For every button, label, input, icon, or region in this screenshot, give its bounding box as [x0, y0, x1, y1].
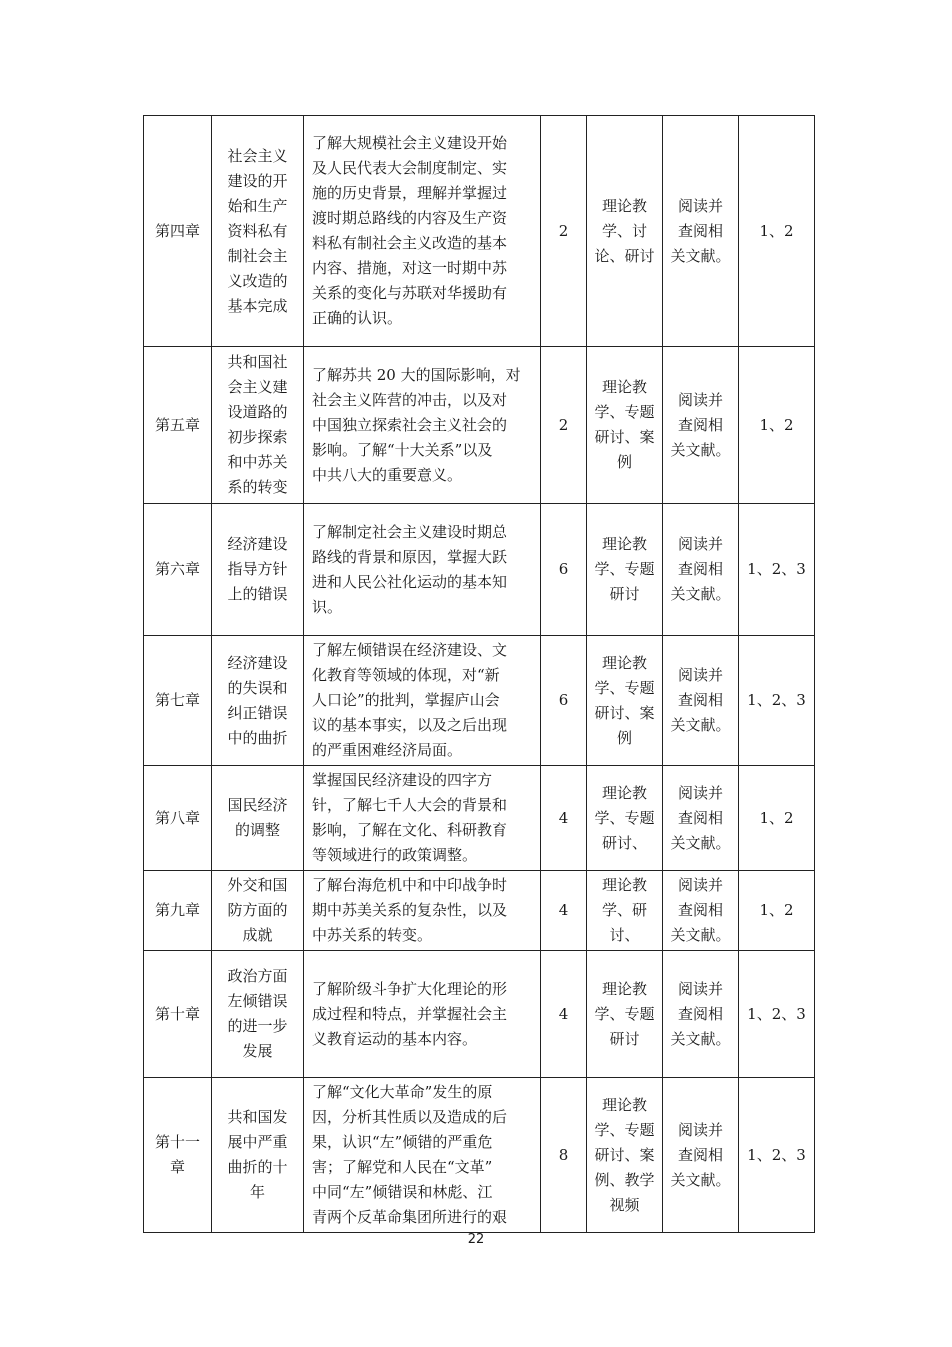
topic-cell: 国民经济 的调整: [212, 766, 304, 871]
references-cell: 1、2、3: [739, 636, 815, 766]
assignment-cell: 阅读并 查阅相 关文献。: [663, 504, 739, 636]
table-row: [144, 951, 815, 1078]
content-cell: 了解苏共 20 大的国际影响，对 社会主义阵营的冲击，以及对 中国独立探索社会主义社会的 影响。了解“十大关系”以及 中共八大的重要意义。: [304, 347, 541, 504]
content-cell: 了解制定社会主义建设时期总 路线的背景和原因，掌握大跃 进和人民公社化运动的基本知 识。: [304, 504, 541, 636]
method-cell: 理论教 学、专题 研讨、案 例、教学 视频: [587, 1078, 663, 1233]
references-cell: 1、2: [739, 347, 815, 504]
topic-cell: 外交和国 防方面的 成就: [212, 871, 304, 951]
table-row: [144, 504, 815, 636]
hours-cell: 4: [541, 951, 587, 1078]
hours-cell: 6: [541, 504, 587, 636]
topic-cell: 经济建设 指导方针 上的错误: [212, 504, 304, 636]
chapter-cell: 第四章: [144, 116, 212, 347]
references-cell: 1、2: [739, 871, 815, 951]
topic-cell: 共和国发 展中严重 曲折的十 年: [212, 1078, 304, 1233]
method-cell: 理论教 学、专题 研讨、: [587, 766, 663, 871]
hours-cell: 2: [541, 116, 587, 347]
assignment-cell: 阅读并 查阅相 关文献。: [663, 636, 739, 766]
hours-cell: 6: [541, 636, 587, 766]
assignment-cell: 阅读并 查阅相 关文献。: [663, 347, 739, 504]
references-cell: 1、2、3: [739, 504, 815, 636]
method-cell: 理论教 学、专题 研讨: [587, 951, 663, 1078]
chapter-cell: 第五章: [144, 347, 212, 504]
references-cell: 1、2: [739, 766, 815, 871]
table-row: [144, 347, 815, 504]
topic-cell: 政治方面 左倾错误 的进一步 发展: [212, 951, 304, 1078]
table-row: [144, 1078, 815, 1233]
topic-cell: 经济建设 的失误和 纠正错误 中的曲折: [212, 636, 304, 766]
method-cell: 理论教 学、研 讨、: [587, 871, 663, 951]
page-number: 22: [467, 1232, 485, 1247]
hours-cell: 8: [541, 1078, 587, 1233]
references-cell: 1、2、3: [739, 1078, 815, 1233]
content-cell: 了解阶级斗争扩大化理论的形 成过程和特点，并掌握社会主 义教育运动的基本内容。: [304, 951, 541, 1078]
table-row: [144, 636, 815, 766]
assignment-cell: 阅读并 查阅相 关文献。: [663, 1078, 739, 1233]
chapter-cell: 第十章: [144, 951, 212, 1078]
assignment-cell: 阅读并 查阅相 关文献。: [663, 116, 739, 347]
chapter-cell: 第九章: [144, 871, 212, 951]
references-cell: 1、2、3: [739, 951, 815, 1078]
method-cell: 理论教 学、专题 研讨、案 例: [587, 636, 663, 766]
method-cell: 理论教 学、专题 研讨: [587, 504, 663, 636]
hours-cell: 4: [541, 871, 587, 951]
content-cell: 了解左倾错误在经济建设、文 化教育等领域的体现，对“新 人口论”的批判，掌握庐山会 议的基本事实，以及之后出现 的严重困难经济局面。: [304, 636, 541, 766]
table-row: [144, 766, 815, 871]
chapter-cell: 第十一 章: [144, 1078, 212, 1233]
topic-cell: 共和国社 会主义建 设道路的 初步探索 和中苏关 系的转变: [212, 347, 304, 504]
method-cell: 理论教 学、讨 论、研讨: [587, 116, 663, 347]
content-cell: 掌握国民经济建设的四字方 针，了解七千人大会的背景和 影响，了解在文化、科研教育 等领域进行的政策调整。: [304, 766, 541, 871]
table-row: [144, 871, 815, 951]
chapter-cell: 第八章: [144, 766, 212, 871]
table-row: [144, 116, 815, 347]
topic-cell: 社会主义 建设的开 始和生产 资料私有 制社会主 义改造的 基本完成: [212, 116, 304, 347]
assignment-cell: 阅读并 查阅相 关文献。: [663, 766, 739, 871]
chapter-cell: 第七章: [144, 636, 212, 766]
method-cell: 理论教 学、专题 研讨、案 例: [587, 347, 663, 504]
content-cell: 了解“文化大革命”发生的原 因，分析其性质以及造成的后 果，认识“左”倾错的严重危 害；了解党和人民在“文革” 中同“左”倾错误和林彪、江 青两个反革命集团所进行的艰: [304, 1078, 541, 1233]
content-cell: 了解台海危机中和中印战争时 期中苏美关系的复杂性，以及 中苏关系的转变。: [304, 871, 541, 951]
chapter-cell: 第六章: [144, 504, 212, 636]
assignment-cell: 阅读并 查阅相 关文献。: [663, 951, 739, 1078]
content-cell: 了解大规模社会主义建设开始 及人民代表大会制度制定、实 施的历史背景，理解并掌握过 渡时期总路线的内容及生产资 料私有制社会主义改造的基本 内容、措施，对这一时期中苏 关系的变化与苏联对华援助有 正确的认识。: [304, 116, 541, 347]
assignment-cell: 阅读并 查阅相 关文献。: [663, 871, 739, 951]
references-cell: 1、2: [739, 116, 815, 347]
hours-cell: 4: [541, 766, 587, 871]
syllabus-table: [143, 115, 815, 1233]
hours-cell: 2: [541, 347, 587, 504]
